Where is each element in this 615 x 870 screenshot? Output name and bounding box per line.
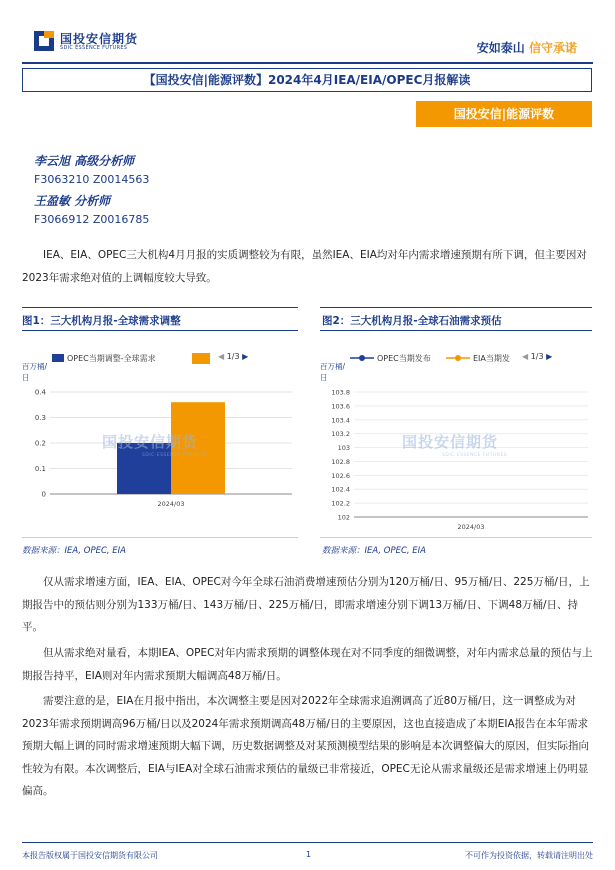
figure-2-title-rule [320, 330, 592, 331]
company-logo-text: 国投安信期货 [60, 32, 139, 46]
pager-prev-icon[interactable]: ◀ [218, 352, 225, 361]
y-tick-label: 102.2 [331, 499, 350, 508]
figure-1-watermark-en: SDIC ESSENCE FUTURES [142, 453, 208, 458]
pager-next-icon[interactable]: ▶ [242, 352, 249, 361]
legend-label-series-2: EIA当期发 [473, 354, 510, 363]
slogan-part-1: 安如泰山 [476, 41, 525, 55]
y-tick-label: 0.4 [34, 388, 46, 397]
x-tick-label: 2024/03 [457, 523, 485, 531]
figure-1-title-rule [22, 330, 298, 331]
analyst-2-id: F3066912 Z0016785 [34, 213, 150, 226]
y-tick-label: 102.4 [331, 485, 350, 494]
y-tick-label: 102 [337, 513, 350, 522]
y-tick-label: 103.4 [331, 416, 350, 425]
slogan-part-2: 信守承诺 [528, 41, 577, 55]
y-tick-label: 103.8 [331, 388, 350, 397]
report-title: 【国投安信|能源评数】2024年4月IEA/EIA/OPEC月报解读 [22, 68, 592, 92]
footer-divider [22, 842, 593, 843]
legend-label-series-1: OPEC当期发布 [377, 354, 431, 363]
figure-2-watermark: 国投安信期货 [402, 433, 499, 451]
y-axis-label: 百万桶/日 [320, 362, 346, 382]
header-divider [22, 62, 593, 64]
figure-1-chart [22, 336, 298, 536]
analyst-1-id: F3063210 Z0014563 [34, 173, 150, 186]
company-logo-icon [34, 31, 54, 51]
y-tick-label: 103.6 [331, 402, 350, 411]
figure-1-watermark: 国投安信期货 [102, 433, 199, 451]
y-tick-label: 103 [337, 444, 350, 453]
footer-disclaimer: 不可作为投资依据，转载请注明出处 [465, 851, 593, 860]
y-tick-label: 102.8 [331, 457, 350, 466]
x-tick-label: 2024/03 [157, 500, 185, 508]
page-number: 1 [306, 850, 312, 859]
footer-copyright: 本报告版权属于国投安信期货有限公司 [22, 851, 158, 860]
analyst-1-name: 李云旭 高级分析师 [34, 154, 135, 168]
figure-2-watermark-en: SDIC ESSENCE FUTURES [442, 453, 508, 458]
y-tick-label: 0 [41, 490, 46, 499]
y-tick-label: 102.6 [331, 471, 350, 480]
figure-2-title: 图2：三大机构月报-全球石油需求预估 [322, 315, 502, 327]
paragraph-3: 需要注意的是，EIA在月报中指出，本次调整主要是因对2022年全球需求追溯调高了近80万桶/日，这一调整成为对2023年需求预期调高96万桶/日以及2024年需求预期调高48万桶/日的主要原因，这也直接造成了本期EIA报告在本年需求预期大幅上调的同时需求增速预期大幅下调，历史数据调整及对某预测模型结果的影响是本次调整偏大的原因，但实际指向性较为有限。本次调整后，EIA与IEA对全球石油需求预估的量级已非常接近，OPEC无论从需求量级还是需求增速上仍明显偏高。 [22, 695, 589, 797]
legend-label-series-1: OPEC当期调整-全球需求 [67, 354, 156, 363]
y-tick-label: 0.1 [34, 465, 46, 473]
figure-2-bottom-rule [320, 537, 592, 538]
y-tick-label: 0.2 [34, 439, 46, 448]
figure-1-title: 图1：三大机构月报-全球需求调整 [22, 315, 181, 327]
intro-paragraph: IEA、EIA、OPEC三大机构4月月报的实质调整较为有限，虽然IEA、EIA均对年内需求增速预期有所下调，但主要因对2023年需求绝对值的上调幅度较大导致。 [22, 249, 587, 284]
company-logo-english: SDIC ESSENCE FUTURES [60, 45, 128, 51]
paragraph-1: 仅从需求增速方面，IEA、EIA、OPEC对今年全球石油消费增速预估分别为120万桶/日、95万桶/日、225万桶/日，上期报告中的预估则分别为133万桶/日、143万桶/日、225万桶/日，即需求增速分别下调13万桶/日、下调48万桶/日、持平。 [22, 576, 590, 633]
y-tick-label: 0.3 [34, 414, 46, 422]
y-axis-label: 百万桶/日 [22, 362, 48, 382]
figure-1-source: 数据来源：IEA, OPEC, EIA [22, 546, 126, 556]
figure-1-top-rule [22, 307, 298, 308]
figure-2-top-rule [320, 307, 592, 308]
pager-prev-icon[interactable]: ◀ [522, 352, 529, 361]
figure-2-source: 数据来源：IEA, OPEC, EIA [322, 546, 426, 556]
paragraph-2: 但从需求绝对量看，本期IEA、OPEC对年内需求预期的调整体现在对不同季度的细微调整，对年内需求总量的预估与上期报告持平，EIA则对年内需求预期大幅调高48万桶/日。 [22, 647, 593, 682]
pager-label: 1/3 [226, 352, 240, 361]
figure-1-bottom-rule [22, 537, 298, 538]
report-tag: 国投安信|能源评数 [416, 101, 592, 127]
pager-next-icon[interactable]: ▶ [546, 352, 553, 361]
slogan [477, 39, 577, 56]
figure-2-chart [320, 336, 592, 536]
analyst-2-name: 王盈敏 分析师 [34, 194, 111, 208]
y-tick-label: 103.2 [331, 430, 350, 439]
pager-label: 1/3 [530, 352, 544, 361]
